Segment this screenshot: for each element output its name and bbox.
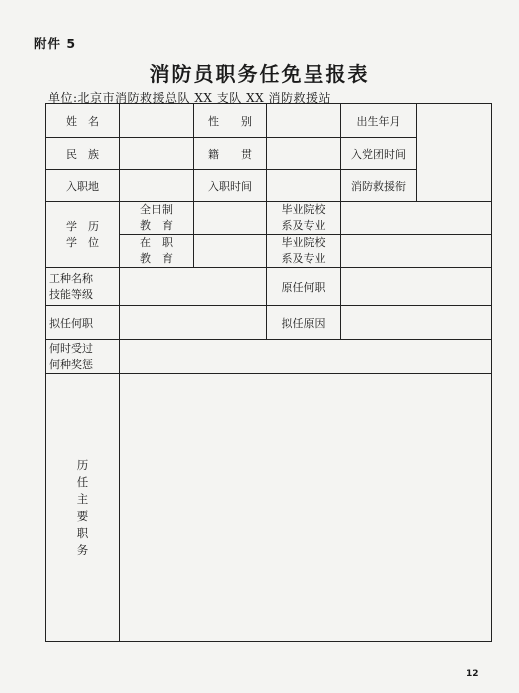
table-row: [46, 268, 492, 306]
history-label: [46, 374, 120, 642]
awards-line1: 何时受过: [49, 341, 93, 355]
history-label-text: 历任主要职务: [76, 457, 89, 557]
skill-label: [46, 268, 120, 306]
school1-label: [267, 202, 341, 235]
proposed-reason-field[interactable]: [341, 306, 492, 340]
fulltime-line2: 教 育: [140, 219, 173, 232]
name-field[interactable]: [120, 104, 194, 138]
entry-place-field[interactable]: [120, 170, 194, 202]
history-field[interactable]: [120, 374, 492, 642]
education-label: [46, 202, 120, 268]
proposed-reason-label: 拟任原因: [267, 306, 341, 340]
unit-line: 单位:北京市消防救援总队 XX 支队 XX 消防救援站: [48, 91, 331, 105]
table-row: [46, 202, 492, 235]
school2-line2: 系及专业: [281, 252, 326, 265]
photo-box[interactable]: [417, 104, 492, 202]
awards-field[interactable]: [120, 340, 492, 374]
school1-line2: 系及专业: [281, 219, 326, 232]
skill-line2: 技能等级: [49, 287, 93, 301]
skill-field[interactable]: [120, 268, 267, 306]
inservice-education-label: [120, 235, 194, 268]
awards-label: [46, 340, 120, 374]
fulltime-education-label: [120, 202, 194, 235]
entry-time-field[interactable]: [267, 170, 341, 202]
ethnicity-field[interactable]: [120, 138, 194, 170]
gender-label: 性 别: [194, 104, 267, 138]
entry-place-label: 入职地: [46, 170, 120, 202]
table-row: [46, 104, 492, 138]
school2-line1: 毕业院校: [281, 236, 326, 249]
appointment-form-table: [45, 103, 492, 642]
school1-line1: 毕业院校: [281, 203, 326, 216]
name-label: 姓 名: [46, 104, 120, 138]
inservice-line2: 教 育: [140, 252, 173, 265]
awards-line2: 何种奖惩: [49, 357, 93, 371]
inservice-degree-field[interactable]: [194, 235, 267, 268]
entry-time-label: 入职时间: [194, 170, 267, 202]
school2-label: [267, 235, 341, 268]
form-title: 消防员职务任免呈报表: [149, 62, 370, 86]
education-label-line1: 学 历: [66, 219, 99, 233]
table-row: [46, 374, 492, 642]
gender-field[interactable]: [267, 104, 341, 138]
table-row: [46, 306, 492, 340]
education-label-line2: 学 位: [66, 235, 99, 249]
attachment-label: 附件 5: [34, 36, 77, 51]
party-label: 入党团时间: [341, 138, 417, 170]
ethnicity-label: 民 族: [46, 138, 120, 170]
former-post-label: 原任何职: [267, 268, 341, 306]
former-post-field[interactable]: [341, 268, 492, 306]
origin-label: 籍 贯: [194, 138, 267, 170]
fulltime-line1: 全日制: [140, 203, 173, 216]
page-number: 12: [466, 669, 479, 679]
skill-line1: 工种名称: [49, 271, 93, 285]
birth-label: 出生年月: [341, 104, 417, 138]
fulltime-degree-field[interactable]: [194, 202, 267, 235]
inservice-line1: 在 职: [140, 236, 173, 249]
fulltime-school-field[interactable]: [341, 202, 492, 235]
proposed-post-label: 拟任何职: [46, 306, 120, 340]
table-row: [46, 340, 492, 374]
rank-label: 消防救援衔: [341, 170, 417, 202]
origin-field[interactable]: [267, 138, 341, 170]
inservice-school-field[interactable]: [341, 235, 492, 268]
proposed-post-field[interactable]: [120, 306, 267, 340]
